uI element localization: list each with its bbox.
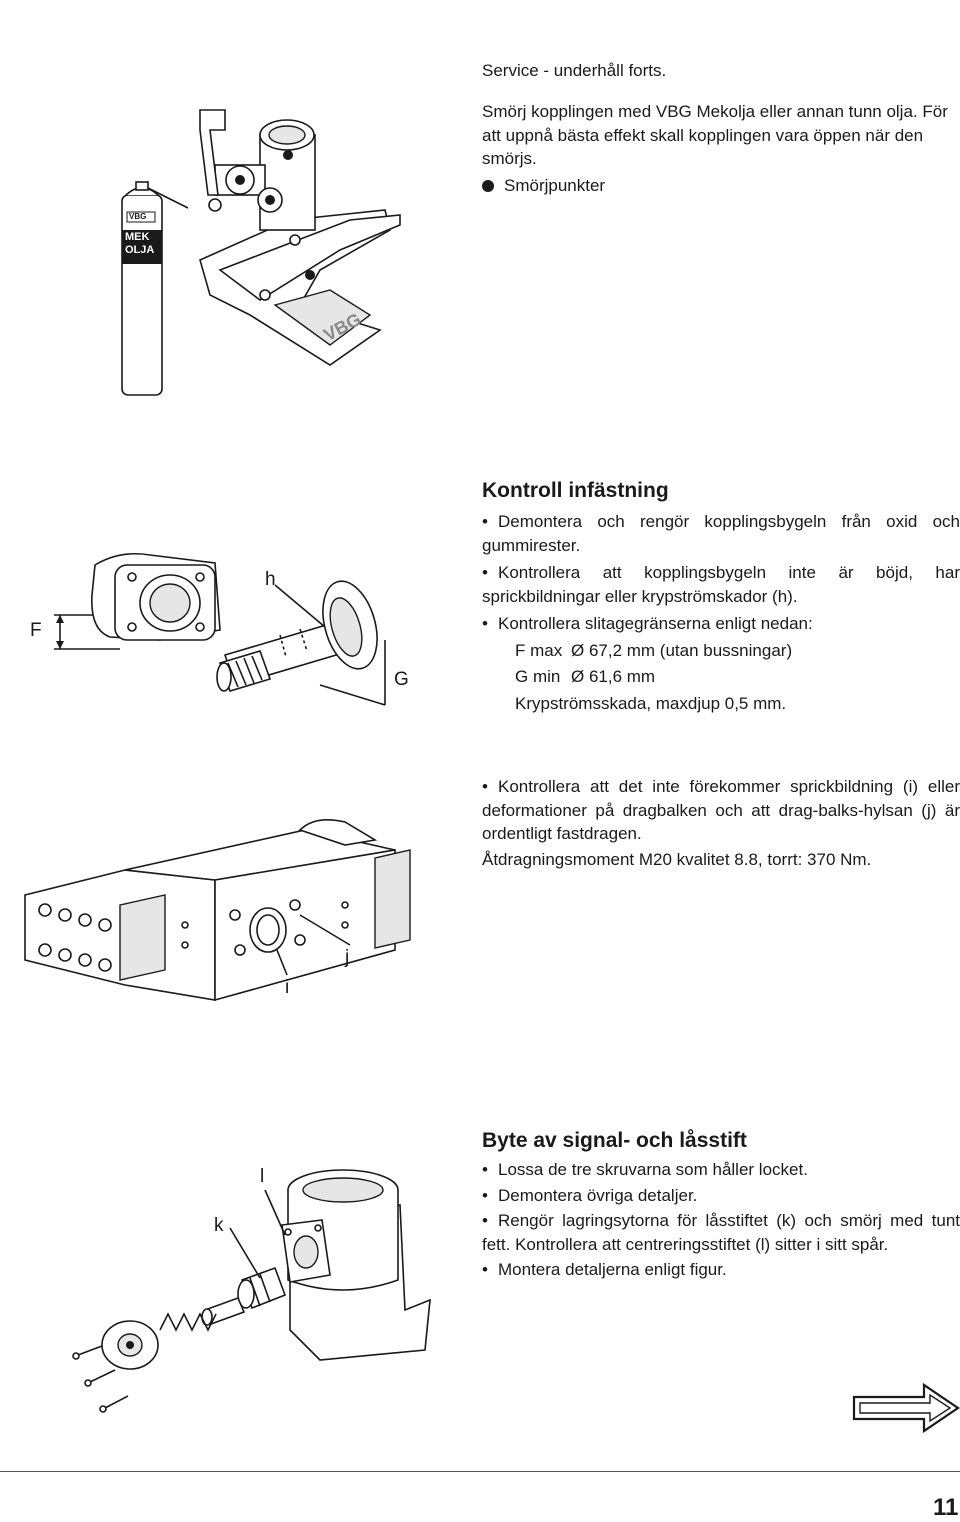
pin-bullet-4: • Montera detaljerna enligt figur. xyxy=(482,1260,727,1279)
spec-f-value: Ø 67,2 mm (utan bussningar) xyxy=(571,640,793,660)
beam-check-section xyxy=(482,775,960,871)
pin-bullet-1-text: Lossa de tre skruvarna som håller locket. xyxy=(498,1160,808,1179)
housing-brand-label: VBG xyxy=(320,309,365,346)
mounting-bullet-1-text: Demontera och rengör kopplingsbygeln från oxid och gummirester. xyxy=(482,512,960,555)
lubrication-text: Smörj kopplingen med VBG Mekolja eller annan tunn olja. För att uppnå bästa effekt skall kopplingen vara öppen när den smörjs. xyxy=(482,102,948,168)
pin-bullet-2: • Demontera övriga detaljer. xyxy=(482,1185,698,1205)
beam-bullet-text: Kontrollera att det inte förekommer sprickbildning (i) eller deformationer på dragbalken och att drag-balks-hylsan (j) är ordentligt fastdragen. xyxy=(482,777,960,843)
mounting-bullet-3: • Kontrollera slitagegränserna enligt nedan: xyxy=(482,614,813,633)
mounting-check-section xyxy=(482,478,960,715)
label-h: h xyxy=(265,569,276,590)
spec-row-f xyxy=(515,639,960,663)
label-G: G xyxy=(394,669,409,690)
spec-g-value: Ø 61,6 mm xyxy=(571,667,656,686)
draw-beam-illustration xyxy=(15,810,415,1030)
pin-replacement-section xyxy=(482,1128,960,1282)
beam-bullet: • Kontrollera att det inte förekommer sprickbildning (i) eller deformationer på dragbalken och att drag-balks-hylsan (j) är ordentligt fastdragen. xyxy=(482,777,960,843)
pin-bullet-3: • Rengör lagringsytorna för låsstiftet (k) och smörj med tunt fett. Kontrollera att centreringsstiftet (l) sitter i sitt spår. xyxy=(482,1211,960,1254)
label-F: F xyxy=(30,620,42,641)
label-k: k xyxy=(214,1215,224,1236)
mounting-bullet-2-text: Kontrollera att kopplingsbygeln inte är böjd, har sprickbildningar eller krypströmskador (h). xyxy=(482,563,960,606)
can-label-mek: MEK xyxy=(125,231,150,243)
can-label-olja: OLJA xyxy=(125,244,155,256)
can-brand-label: VBG xyxy=(129,212,147,221)
footer-divider xyxy=(0,1471,960,1472)
pin-replacement-heading: Byte av signal- och låsstift xyxy=(482,1129,747,1152)
page-number: 11 xyxy=(933,1494,959,1521)
lubrication-point-icon xyxy=(482,180,494,192)
spec-g-label: G min xyxy=(515,667,561,686)
lubrication-legend xyxy=(482,174,605,198)
pin-bullet-3-text: Rengör lagringsytorna för låsstiftet (k) och smörj med tunt fett. Kontrollera att centreringsstiftet (l) sitter i sitt spår. xyxy=(482,1211,960,1254)
pin-bullet-2-text: Demontera övriga detaljer. xyxy=(498,1185,698,1205)
mounting-bullet-2: • Kontrollera att kopplingsbygeln inte är böjd, har sprickbildningar eller krypströmskador (h). xyxy=(482,563,960,606)
mounting-check-heading: Kontroll infästning xyxy=(482,479,669,502)
label-j: j xyxy=(345,947,350,968)
spec-f-label: F max xyxy=(515,640,563,660)
torque-spec: Åtdragningsmoment M20 kvalitet 8.8, torrt: 370 Nm. xyxy=(482,849,872,869)
spec-row-g xyxy=(515,665,960,689)
mounting-bullet-1: • Demontera och rengör kopplingsbygeln från oxid och gummirester. xyxy=(482,512,960,555)
pin-bullet-4-text: Montera detaljerna enligt figur. xyxy=(498,1260,727,1279)
service-title: Service - underhåll forts. xyxy=(482,61,667,80)
mounting-bullet-3-text: Kontrollera slitagegränserna enligt nedan: xyxy=(498,614,813,633)
lubrication-illustration xyxy=(100,100,500,400)
pin-bullet-1: • Lossa de tre skruvarna som håller locket. xyxy=(482,1160,808,1179)
mounting-bracket-illustration xyxy=(30,545,410,715)
label-i: i xyxy=(285,977,290,998)
next-page-arrow-icon xyxy=(852,1383,960,1433)
pin-replacement-exploded-view xyxy=(60,1160,460,1420)
lubrication-legend-text: Smörjpunkter xyxy=(504,176,606,195)
label-l: l xyxy=(260,1166,265,1187)
creep-current-note: Krypströmsskada, maxdjup 0,5 mm. xyxy=(515,693,787,713)
